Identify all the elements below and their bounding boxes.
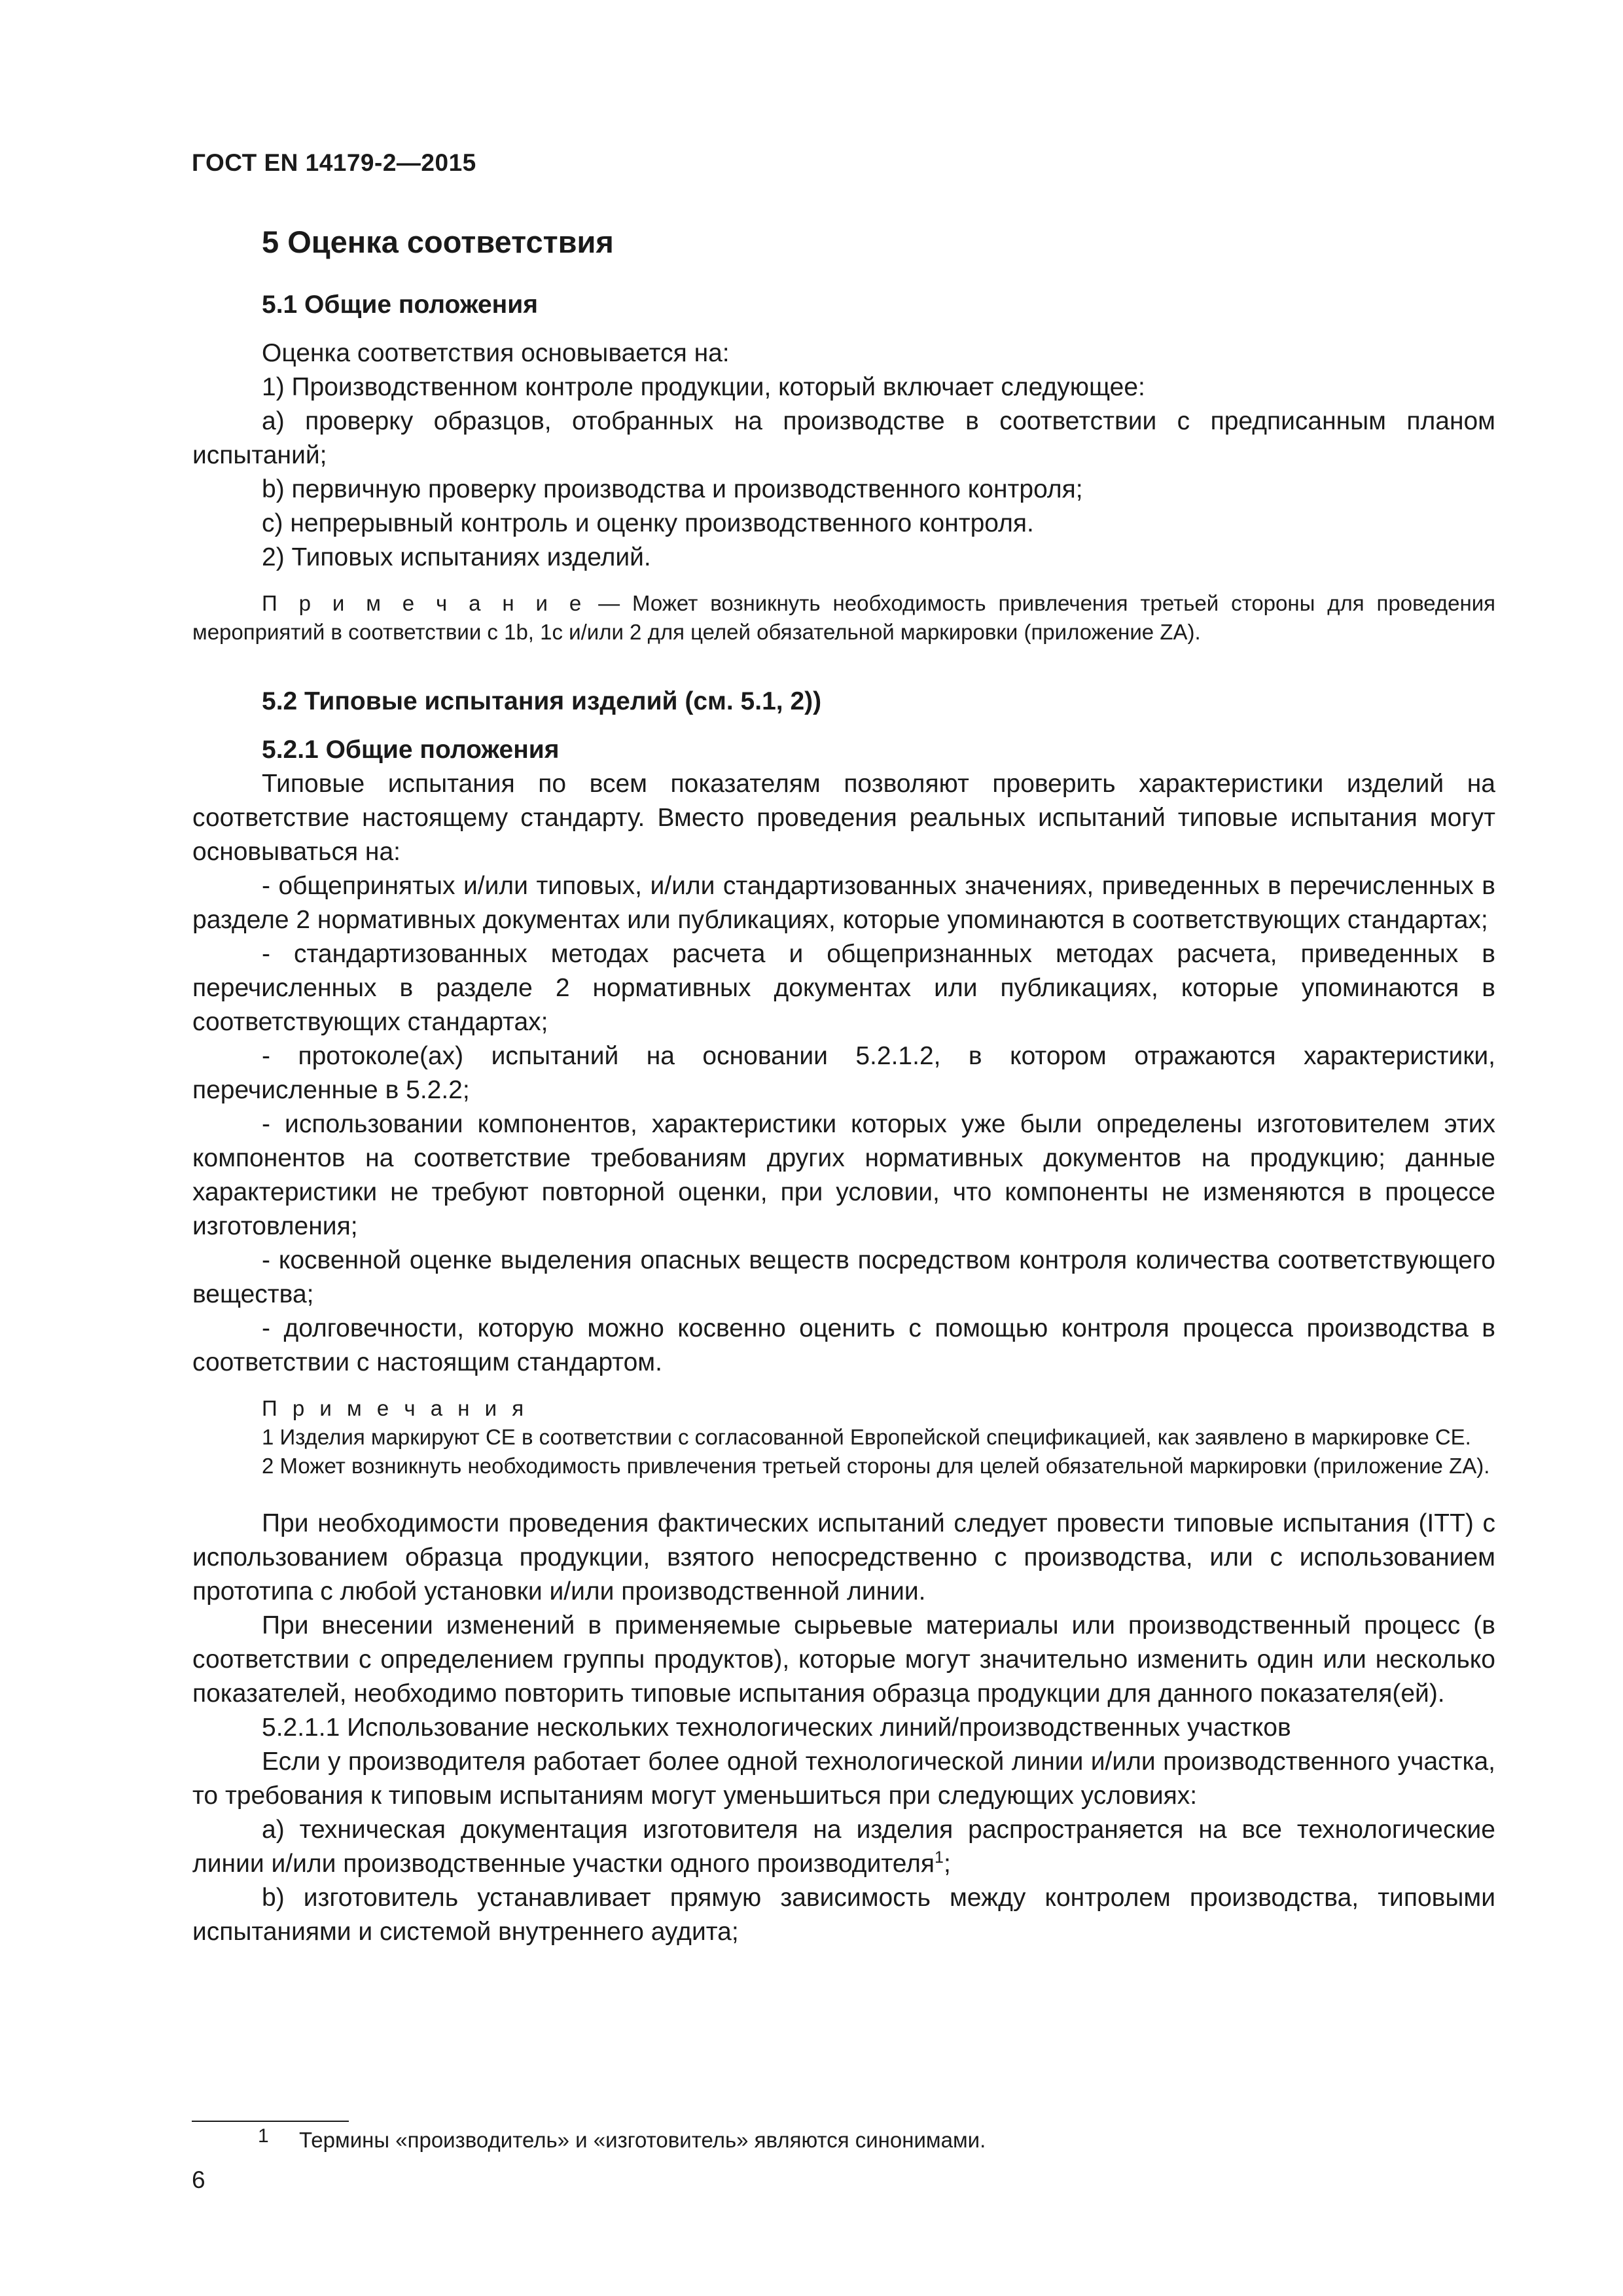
list-item: b) первичную проверку производства и производственного контроля; (262, 475, 1083, 503)
subsection-5-2-1-1-title: 5.2.1.1 Использование нескольких технологических линий/производственных участков (262, 1713, 1291, 1742)
note: 2 Может возникнуть необходимость привлечения третьей стороны для целей обязательной маркировки (приложение ZA). (262, 1454, 1490, 1478)
list-item: 2) Типовых испытаниях изделий. (262, 543, 651, 571)
list-item: 1) Производственном контроле продукции, который включает следующее: (262, 373, 1145, 401)
paragraph: Если у производителя работает более одной технологической линии и/или производственного участка, то требования к типовым испытаниям могут уменьшиться при следующих условиях: (192, 1748, 1495, 1810)
page-number: 6 (192, 2166, 205, 2193)
note: 1 Изделия маркируют CE в соответствии с согласованной Европейской спецификацией, как заявлено в маркировке CE. (262, 1425, 1471, 1449)
list-item: - протоколе(ах) испытаний на основании 5.2.1.2, в котором отражаются характеристики, перечисленные в 5.2.2; (192, 1042, 1495, 1104)
list-item: а) проверку образцов, отобранных на производстве в соответствии с предписанным планом испытаний; (192, 407, 1495, 469)
section-5-1-title: 5.1 Общие положения (262, 291, 538, 319)
list-item: - использовании компонентов, характеристики которых уже были определены изготовителем этих компонентов на соответствие требованиям других нормативных документов на продукцию; данные характеристики не требуют повторной оценки, при условии, что компоненты не изменяются в процессе изготовления; (192, 1110, 1495, 1240)
paragraph: При внесении изменений в применяемые сырьевые материалы или производственный процесс (в соответствии с определением группы продуктов), которые могут значительно изменить один или несколько показателей, необходимо повторить типовые испытания образца продукции для данного показателя(ей). (192, 1611, 1495, 1708)
notes-label: П р и м е ч а н и я (262, 1396, 529, 1420)
section-5-title: 5 Оценка соответствия (262, 224, 614, 259)
footnote (258, 2125, 986, 2155)
section-5-2-title: 5.2 Типовые испытания изделий (см. 5.1, 2)) (262, 687, 822, 715)
list-item: b) изготовитель устанавливает прямую зависимость между контролем производства, типовыми испытаниями и системой внутреннего аудита; (192, 1884, 1495, 1946)
document-code: ГОСТ EN 14179-2—2015 (192, 149, 476, 176)
footnote-reference[interactable]: 1 (935, 1848, 944, 1867)
list-item: - косвенной оценке выделения опасных веществ посредством контроля количества соответствующего вещества; (192, 1246, 1495, 1308)
paragraph: При необходимости проведения фактических испытаний следует провести типовые испытания (ITT) с использованием образца продукции, взятого непосредственно с производства, или с использованием прототипа с любой установки и/или производственной линии. (192, 1509, 1495, 1605)
page-content (192, 223, 1495, 1949)
paragraph: Оценка соответствия основывается на: (262, 339, 730, 367)
footnote-mark: 1 (258, 2125, 269, 2147)
footnote-separator (192, 2121, 349, 2122)
list-item: - долговечности, которую можно косвенно оценить с помощью контроля процесса производства в соответствии с настоящим стандартом. (192, 1314, 1495, 1376)
item-a-end: ; (943, 1850, 951, 1878)
note-text: — Может возникнуть необходимость привлечения третьей стороны для проведения мероприятий в соответствии с 1b, 1c и/или 2 для целей обязательной маркировки (приложение ZA). (192, 591, 1495, 644)
section-5-2-1-title: 5.2.1 Общие положения (262, 736, 560, 764)
list-item: - общепринятых и/или типовых, и/или стандартизованных значениях, приведенных в перечисленных в разделе 2 нормативных документах или публикациях, которые упоминаются в соответствующих стандартах; (192, 872, 1495, 934)
footnote-text: Термины «производитель» и «изготовитель» являются синонимами. (299, 2128, 986, 2152)
list-item: - стандартизованных методах расчета и общепризнанных методах расчета, приведенных в перечисленных в разделе 2 нормативных документах или публикациях, которые упоминаются в соответствующих стандартах; (192, 940, 1495, 1036)
note (192, 589, 1495, 647)
note-label: П р и м е ч а н и е (262, 591, 586, 615)
list-item (192, 1813, 1495, 1881)
item-a-text: а) техническая документация изготовителя на изделия распространяется на все технологические линии и/или производственные участки одного производителя (192, 1816, 1495, 1878)
paragraph: Типовые испытания по всем показателям позволяют проверить характеристики изделий на соответствие настоящему стандарту. Вместо проведения реальных испытаний типовые испытания могут основываться на: (192, 770, 1495, 866)
list-item: c) непрерывный контроль и оценку производственного контроля. (262, 509, 1034, 537)
